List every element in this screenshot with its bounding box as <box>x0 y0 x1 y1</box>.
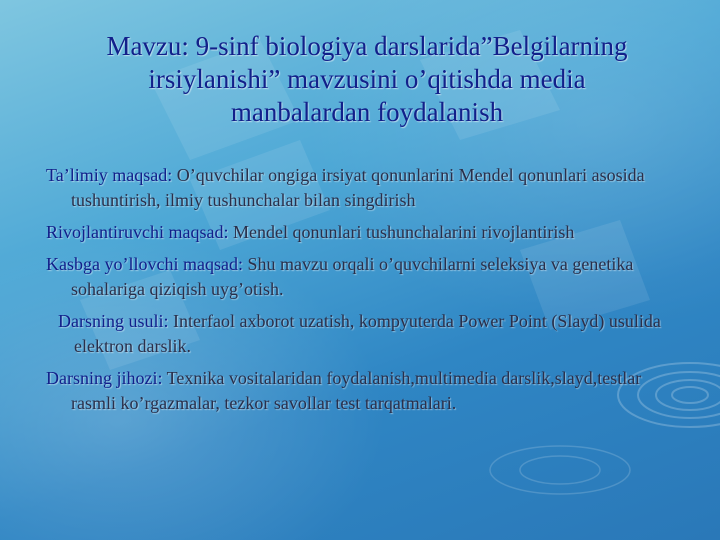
slide-body <box>46 163 686 423</box>
title-line: Mavzu: 9-sinf biologiya darslarida”Belgilarning <box>106 31 628 61</box>
paragraph-label: Kasbga yo’llovchi maqsad: <box>46 254 243 274</box>
lesson-equipment <box>46 366 686 416</box>
paragraph-label: Darsning jihozi: <box>46 368 163 388</box>
title-line: irsiylanishi” mavzusini o’qitishda media <box>148 64 586 94</box>
objective-educational <box>46 163 686 213</box>
paragraph-text: O’quvchilar ongiga irsiyat qonunlarini Mendel qonunlari asosida tushuntirish, ilmiy tushunchalar bilan singdirish <box>71 165 645 210</box>
lesson-method <box>46 309 686 359</box>
paragraph-text: Mendel qonunlari tushunchalarini rivojlantirish <box>228 222 575 242</box>
objective-developmental <box>46 220 686 245</box>
paragraph-text: Interfaol axborot uzatish, kompyuterda Power Point (Slayd) usulida elektron darslik. <box>74 311 661 356</box>
title-line: manbalardan foydalanish <box>230 97 504 127</box>
paragraph-label: Rivojlantiruvchi maqsad: <box>46 222 229 242</box>
objective-vocational <box>46 252 686 302</box>
paragraph-label: Ta’limiy maqsad: <box>46 165 173 185</box>
paragraph-label: Darsning usuli: <box>58 311 169 331</box>
paragraph-text: Shu mavzu orqali o’quvchilarni seleksiya va genetika sohalariga qiziqish uyg’otish. <box>71 254 634 299</box>
paragraph-text: Texnika vositalaridan foydalanish,multimedia darslik,slayd,testlar rasmli ko’rgazmalar, tezkor savollar test tarqatmalari. <box>71 368 642 413</box>
slide-title <box>40 30 694 129</box>
